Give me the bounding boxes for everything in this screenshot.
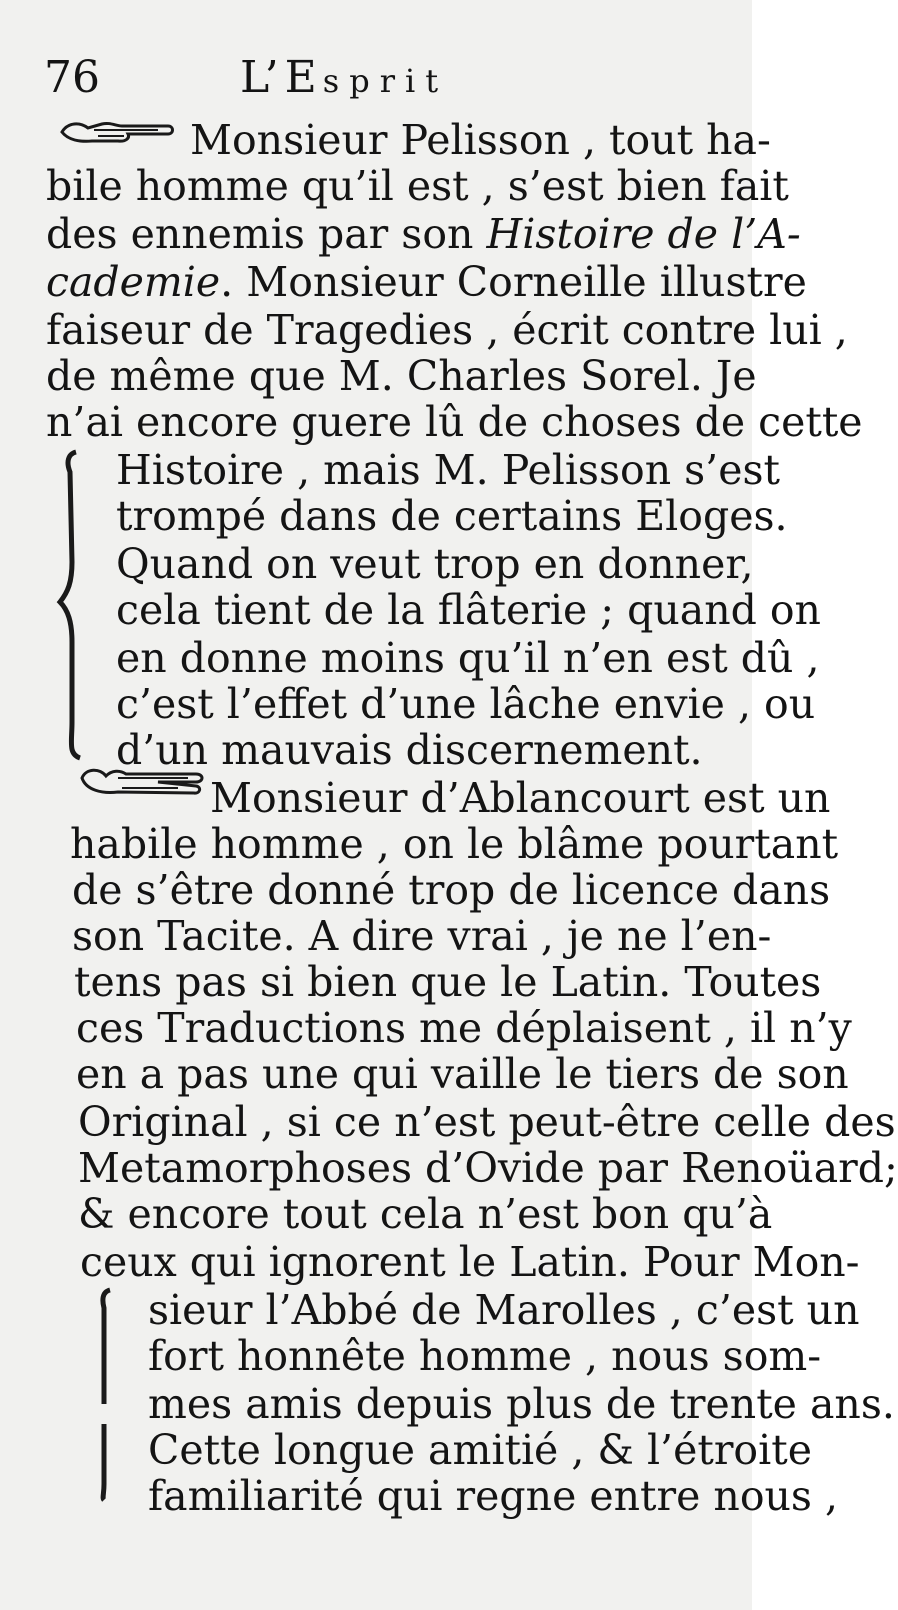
text-run: & encore tout cela n’est bon qu’à: [78, 1190, 773, 1238]
text-run: ces Traductions me déplaisent , il n’y: [76, 1004, 852, 1052]
text-run: bile homme qu’il est , s’est bien fait: [46, 162, 789, 210]
text-line: [210, 774, 831, 822]
text-run: Original , si ce n’est peut-être celle des: [78, 1098, 896, 1146]
text-line: [74, 958, 822, 1006]
text-line: [46, 258, 807, 306]
text-line: [46, 306, 848, 354]
text-run: en a pas une qui vaille le tiers de son: [76, 1050, 849, 1098]
text-run: habile homme , on le blâme pourtant: [70, 820, 839, 868]
text-run: familiarité qui regne entre nous ,: [148, 1472, 839, 1520]
running-title-initial: L’E: [240, 52, 323, 103]
page-header: [44, 52, 744, 112]
running-title: [240, 52, 448, 103]
text-run: ceux qui ignorent le Latin. Pour Mon-: [80, 1238, 860, 1286]
text-line: [80, 1238, 860, 1286]
text-line: [190, 116, 771, 164]
text-line: [148, 1286, 860, 1334]
text-run: cela tient de la flâterie ; quand on: [116, 586, 821, 634]
text-run: c’est l’effet d’une lâche envie , ou: [116, 680, 816, 728]
text-line: [46, 352, 757, 400]
margin-brace-mark: [54, 442, 94, 766]
text-run: Quand on veut trop en donner,: [116, 540, 754, 588]
text-line: [72, 912, 772, 960]
text-line: [72, 866, 831, 914]
text-run: Metamorphoses d’Ovide par Renoüard;: [78, 1144, 898, 1192]
page-number: 76: [44, 52, 100, 103]
text-line: [116, 540, 754, 588]
text-run: tens pas si bien que le Latin. Toutes: [74, 958, 822, 1006]
text-run: fort honnête homme , nous som-: [148, 1332, 822, 1380]
text-run: . Monsieur Corneille illustre: [220, 258, 807, 306]
running-title-rest: sprit: [322, 62, 449, 100]
text-run: Histoire , mais M. Pelisson s’est: [116, 446, 780, 494]
text-line: [116, 680, 816, 728]
pointing-hand-icon: [58, 114, 178, 146]
text-line: [70, 820, 839, 868]
text-line: [116, 492, 788, 540]
margin-brace-mark: [90, 1284, 120, 1504]
text-line: [76, 1004, 852, 1052]
text-line: [116, 726, 722, 774]
text-line: [46, 398, 863, 446]
text-run: Monsieur Pelisson , tout ha-: [190, 116, 771, 164]
text-run: Cette longue amitié , & l’étroite: [148, 1426, 812, 1474]
text-run: d’un mauvais discernement.: [116, 726, 703, 774]
text-line: [148, 1380, 895, 1428]
text-run: mes amis depuis plus de trente ans.: [148, 1380, 895, 1428]
text-line: [116, 634, 820, 682]
text-line: [148, 1426, 812, 1474]
text-line: [78, 1098, 896, 1146]
text-run: de même que M. Charles Sorel. Je: [46, 352, 757, 400]
text-line: [46, 210, 801, 258]
text-run: son Tacite. A dire vrai , je ne l’en-: [72, 912, 772, 960]
text-run: trompé dans de certains Eloges.: [116, 492, 788, 540]
text-run: en donne moins qu’il n’en est dû ,: [116, 634, 820, 682]
italic-text: Histoire de l’A-: [486, 210, 801, 258]
text-line: [76, 1050, 849, 1098]
text-line: [116, 586, 821, 634]
text-line: [78, 1190, 773, 1238]
text-run: de s’être donné trop de licence dans: [72, 866, 831, 914]
text-line: [46, 162, 789, 210]
text-run: Monsieur d’Ablancourt est un: [210, 774, 831, 822]
text-run: n’ai encore guere lû de choses de cette: [46, 398, 863, 446]
text-line: [78, 1144, 898, 1192]
text-line: [148, 1332, 822, 1380]
text-run: sieur l’Abbé de Marolles , c’est un: [148, 1286, 860, 1334]
text-run: faiseur de Tragedies , écrit contre lui ,: [46, 306, 848, 354]
text-run: des ennemis par son: [46, 210, 487, 258]
italic-text: cademie: [46, 258, 221, 306]
text-line: [148, 1472, 839, 1520]
text-line: [116, 446, 780, 494]
